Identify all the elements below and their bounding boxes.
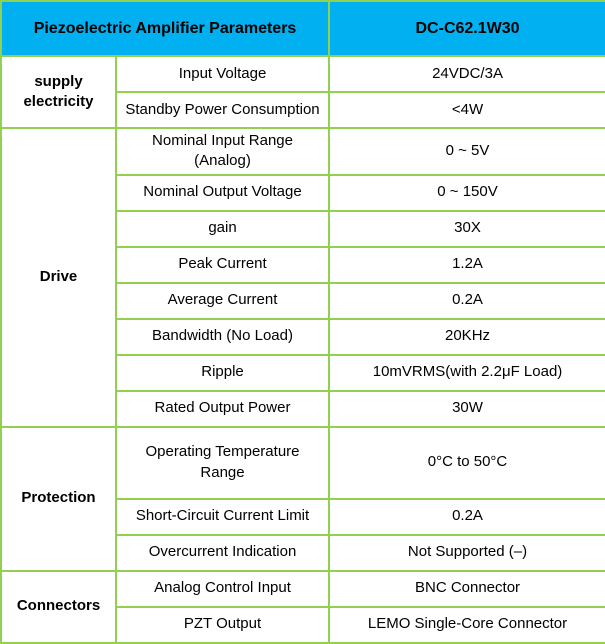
value-cell: Not Supported (–) (329, 535, 605, 571)
table-row (1, 427, 605, 499)
table-row (1, 128, 605, 175)
param-cell: Input Voltage (116, 56, 329, 92)
value-cell: BNC Connector (329, 571, 605, 607)
param-cell: Standby Power Consumption (116, 92, 329, 128)
value-cell: 30W (329, 391, 605, 427)
value-cell: 0 ~ 150V (329, 175, 605, 211)
table-row (1, 56, 605, 92)
value-cell: 24VDC/3A (329, 56, 605, 92)
param-cell: Ripple (116, 355, 329, 391)
value-cell: 1.2A (329, 247, 605, 283)
group-label-connectors: Connectors (1, 571, 116, 643)
value-cell: 0.2A (329, 499, 605, 535)
group-label-supply-electricity: supply electricity (1, 56, 116, 128)
table-row (1, 571, 605, 607)
group-label-drive: Drive (1, 128, 116, 427)
param-cell: Average Current (116, 283, 329, 319)
param-cell: Nominal Input Range (Analog) (116, 128, 329, 175)
value-cell: LEMO Single-Core Connector (329, 607, 605, 643)
value-cell: 20KHz (329, 319, 605, 355)
param-cell: Nominal Output Voltage (116, 175, 329, 211)
group-label-protection: Protection (1, 427, 116, 571)
value-cell: <4W (329, 92, 605, 128)
param-cell: Bandwidth (No Load) (116, 319, 329, 355)
param-cell: gain (116, 211, 329, 247)
value-cell: 10mVRMS(with 2.2μF Load) (329, 355, 605, 391)
table-header-row (1, 1, 605, 56)
value-cell: 30X (329, 211, 605, 247)
param-cell: Operating Temperature Range (116, 427, 329, 499)
model-header: DC-C62.1W30 (329, 1, 605, 56)
param-cell: PZT Output (116, 607, 329, 643)
param-cell: Short-Circuit Current Limit (116, 499, 329, 535)
value-cell: 0°C to 50°C (329, 427, 605, 499)
table-title: Piezoelectric Amplifier Parameters (1, 1, 329, 56)
param-cell: Peak Current (116, 247, 329, 283)
param-cell: Analog Control Input (116, 571, 329, 607)
param-cell: Overcurrent Indication (116, 535, 329, 571)
value-cell: 0 ~ 5V (329, 128, 605, 175)
value-cell: 0.2A (329, 283, 605, 319)
param-cell: Rated Output Power (116, 391, 329, 427)
